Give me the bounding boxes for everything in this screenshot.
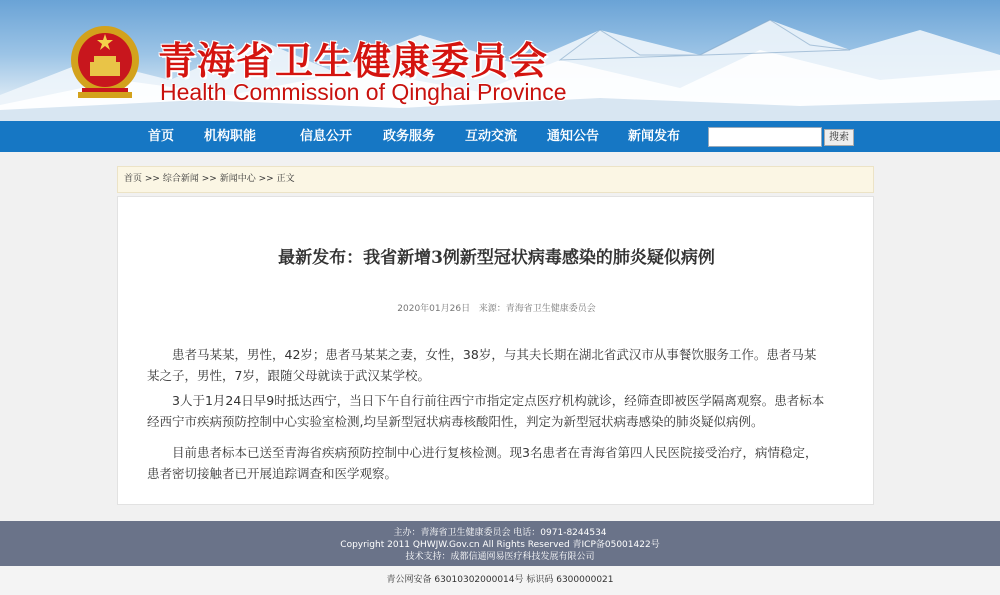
article-source: 青海省卫生健康委员会	[505, 304, 596, 314]
footer	[0, 521, 1000, 566]
breadcrumb-home[interactable]: 首页	[124, 174, 143, 184]
source-label: 来源：	[478, 304, 506, 314]
national-emblem-icon	[68, 22, 142, 102]
footer-icp: 青公网安备 63010302000014号 标识码 6300000021	[0, 566, 1000, 595]
header-banner	[0, 0, 1000, 121]
article-meta	[118, 301, 875, 314]
site-title: 青海省卫生健康委员会	[158, 39, 549, 83]
nav-item-notices[interactable]: 通知公告	[547, 129, 600, 144]
article-paragraph: 患者马某某，男性，42岁；患者马某某之妻，女性，38岁，与其夫长期在湖北省武汉市从事餐饮服务工作。患者马某某之子，男性，7岁，跟随父母就读于武汉某学校。	[147, 347, 817, 383]
footer-copyright: Copyright 2011 QHWJW.Gov.cn All Rights Reserved 青ICP备05001422号	[340, 540, 660, 550]
footer-tech-support: 技术支持：成都信通网易医疗科技发展有限公司	[405, 552, 595, 562]
article-paragraph: 3人于1月24日早9时抵达西宁，当日下午自行前往西宁市指定定点医疗机构就诊，经筛查即被医学隔离观察。患者标本经西宁市疾病预防控制中心实验室检测,均呈新型冠状病毒核酸阳性，判定为新型冠状病毒感染的肺炎疑似病例。	[147, 393, 825, 429]
breadcrumb-separator: >>	[201, 174, 217, 184]
nav-item-interaction[interactable]: 互动交流	[465, 129, 518, 144]
nav-item-services[interactable]: 政务服务	[383, 129, 436, 144]
article-title: 最新发布：我省新增3例新型冠状病毒感染的肺炎疑似病例	[278, 248, 715, 268]
breadcrumb-general-news[interactable]: 综合新闻	[162, 174, 199, 184]
breadcrumb-news-center[interactable]: 新闻中心	[219, 174, 256, 184]
breadcrumb-separator: >>	[144, 174, 160, 184]
article-date: 2020年01月26日	[397, 304, 471, 314]
footer-host: 主办：青海省卫生健康委员会 电话：0971-8244534	[393, 528, 607, 538]
article-card	[117, 196, 874, 505]
nav-item-home[interactable]: 首页	[148, 129, 175, 144]
nav-item-news[interactable]: 新闻发布	[628, 129, 681, 144]
article-paragraph: 目前患者标本已送至青海省疾病预防控制中心进行复核检测。现3名患者在青海省第四人民医院接受治疗，病情稳定，患者密切接触者已开展追踪调查和医学观察。	[147, 445, 818, 481]
search-button[interactable]: 搜索	[824, 129, 854, 146]
breadcrumb-separator: >>	[258, 174, 274, 184]
breadcrumb-current: 正文	[276, 174, 295, 184]
search-input[interactable]	[708, 127, 822, 147]
breadcrumb	[117, 166, 874, 193]
nav-item-institution[interactable]: 机构职能	[204, 129, 257, 144]
nav-item-information[interactable]: 信息公开	[300, 129, 353, 144]
site-subtitle: Health Commission of Qinghai Province	[160, 79, 567, 105]
